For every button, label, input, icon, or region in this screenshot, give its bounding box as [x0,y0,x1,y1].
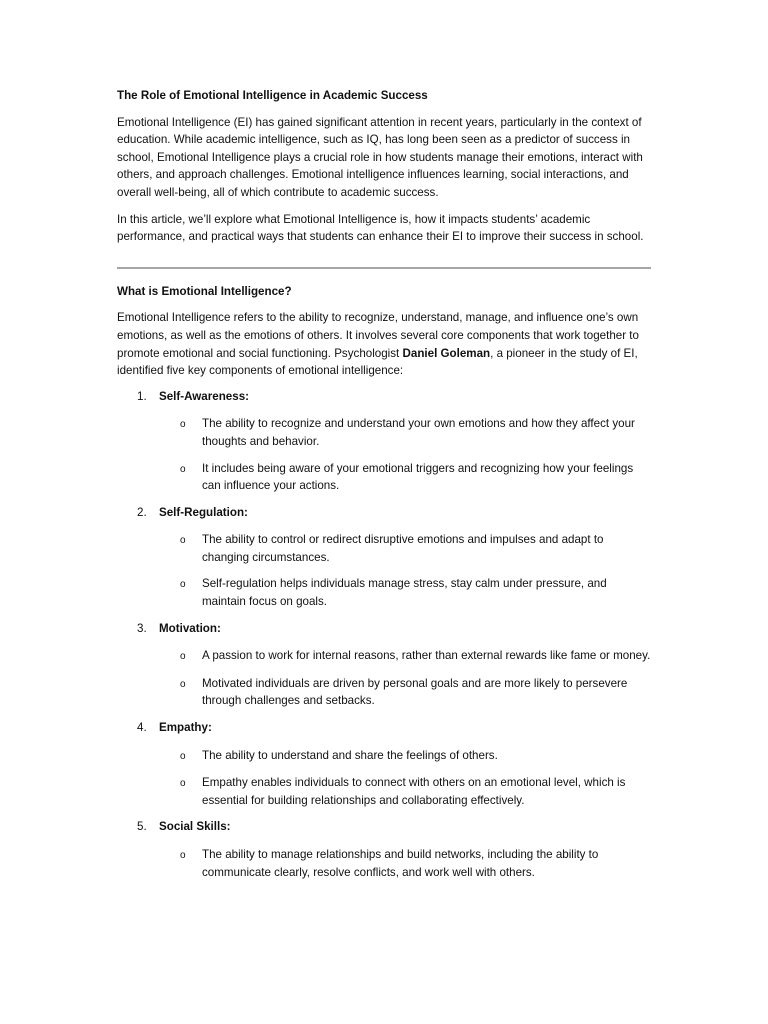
intro-paragraph-2: In this article, we’ll explore what Emotional Intelligence is, how it impacts students’ academic performance, and practical ways that students can enhance their EI to improve their success in school. [117,212,644,244]
bullet-text: Empathy enables individuals to connect with others on an emotional level, which is essential for building relationships and collaborating effectively. [202,776,626,807]
components-list [117,388,651,881]
person-name: Daniel Goleman [402,346,491,360]
bullet-text: The ability to control or redirect disruptive emotions and impulses and adapt to changing circumstances. [202,533,604,564]
circle-bullet-icon: o [180,678,186,690]
bullet-item [117,415,651,450]
document-title: The Role of Emotional Intelligence in Academic Success [117,89,428,102]
section-heading: What is Emotional Intelligence? [117,284,292,298]
bullet-text: It includes being aware of your emotional triggers and recognizing how your feelings can influence your actions. [202,461,634,493]
component-item [117,620,651,710]
component-bullets [117,747,651,810]
circle-bullet-icon: o [180,463,186,475]
circle-bullet-icon: o [180,579,186,591]
component-number: 4. [137,721,147,735]
definition-text-start: Emotional Intelligence refers to the ability to recognize, understand, manage, and influence one’s own emotions, as well as the emotions of others. It involves several core components that work together to promote emotional and social functioning. Psychologist [117,311,639,360]
bullet-text: Self-regulation helps individuals manage stress, stay calm under pressure, and maintain focus on goals. [202,577,607,609]
component-title: Self-Awareness: [159,389,249,403]
component-bullets [117,415,651,494]
component-bullets [117,531,651,610]
document-page [117,87,651,890]
circle-bullet-icon: o [180,651,186,663]
component-item [117,719,651,809]
component-title: Empathy: [159,721,212,735]
bullet-item [117,846,651,881]
component-title: Self-Regulation: [159,505,248,519]
component-title: Social Skills: [159,820,231,834]
component-bullets [117,846,651,881]
component-heading [117,818,651,836]
bullet-text: A passion to work for internal reasons, rather than external rewards like fame or money. [202,649,651,663]
horizontal-divider [117,267,651,269]
bullet-text: Motivated individuals are driven by personal goals and are more likely to persevere through challenges and setbacks. [202,676,628,708]
bullet-text: The ability to manage relationships and build networks, including the ability to communicate clearly, resolve conflicts, and work well with others. [202,848,599,879]
bullet-item [117,531,651,566]
component-heading [117,504,651,522]
component-item [117,388,651,495]
intro-paragraph-1: Emotional Intelligence (EI) has gained significant attention in recent years, particularly in the context of education. While academic intelligence, such as IQ, has long been seen as a predictor of success in school, Emotional Intelligence plays a crucial role in how students manage their emotions, interact with others, and approach challenges. Emotional intelligence influences learning, social interactions, and overall well-being, all of which contribute to academic success. [117,115,643,199]
circle-bullet-icon: o [180,778,186,790]
definition-text-end: , a pioneer in the study of EI, identified five key components of emotional intelligence: [117,346,638,378]
component-heading [117,719,651,737]
component-item [117,818,651,881]
component-number: 2. [137,505,147,519]
component-title: Motivation: [159,621,221,635]
component-number: 5. [137,820,147,834]
circle-bullet-icon: o [180,850,186,861]
bullet-text: The ability to understand and share the feelings of others. [202,748,498,762]
bullet-item [117,647,651,666]
circle-bullet-icon: o [180,750,186,762]
component-heading [117,620,651,638]
circle-bullet-icon: o [180,535,186,547]
component-heading [117,388,651,406]
bullet-item [117,460,651,495]
circle-bullet-icon: o [180,419,186,431]
bullet-item [117,774,651,809]
component-number: 3. [137,621,147,635]
bullet-text: The ability to recognize and understand your own emotions and how they affect your thoughts and behavior. [202,417,635,448]
bullet-item [117,747,651,766]
bullet-item [117,575,651,610]
component-item [117,504,651,611]
definition-paragraph [117,309,651,379]
bullet-item [117,675,651,710]
component-bullets [117,647,651,710]
component-number: 1. [137,389,147,403]
